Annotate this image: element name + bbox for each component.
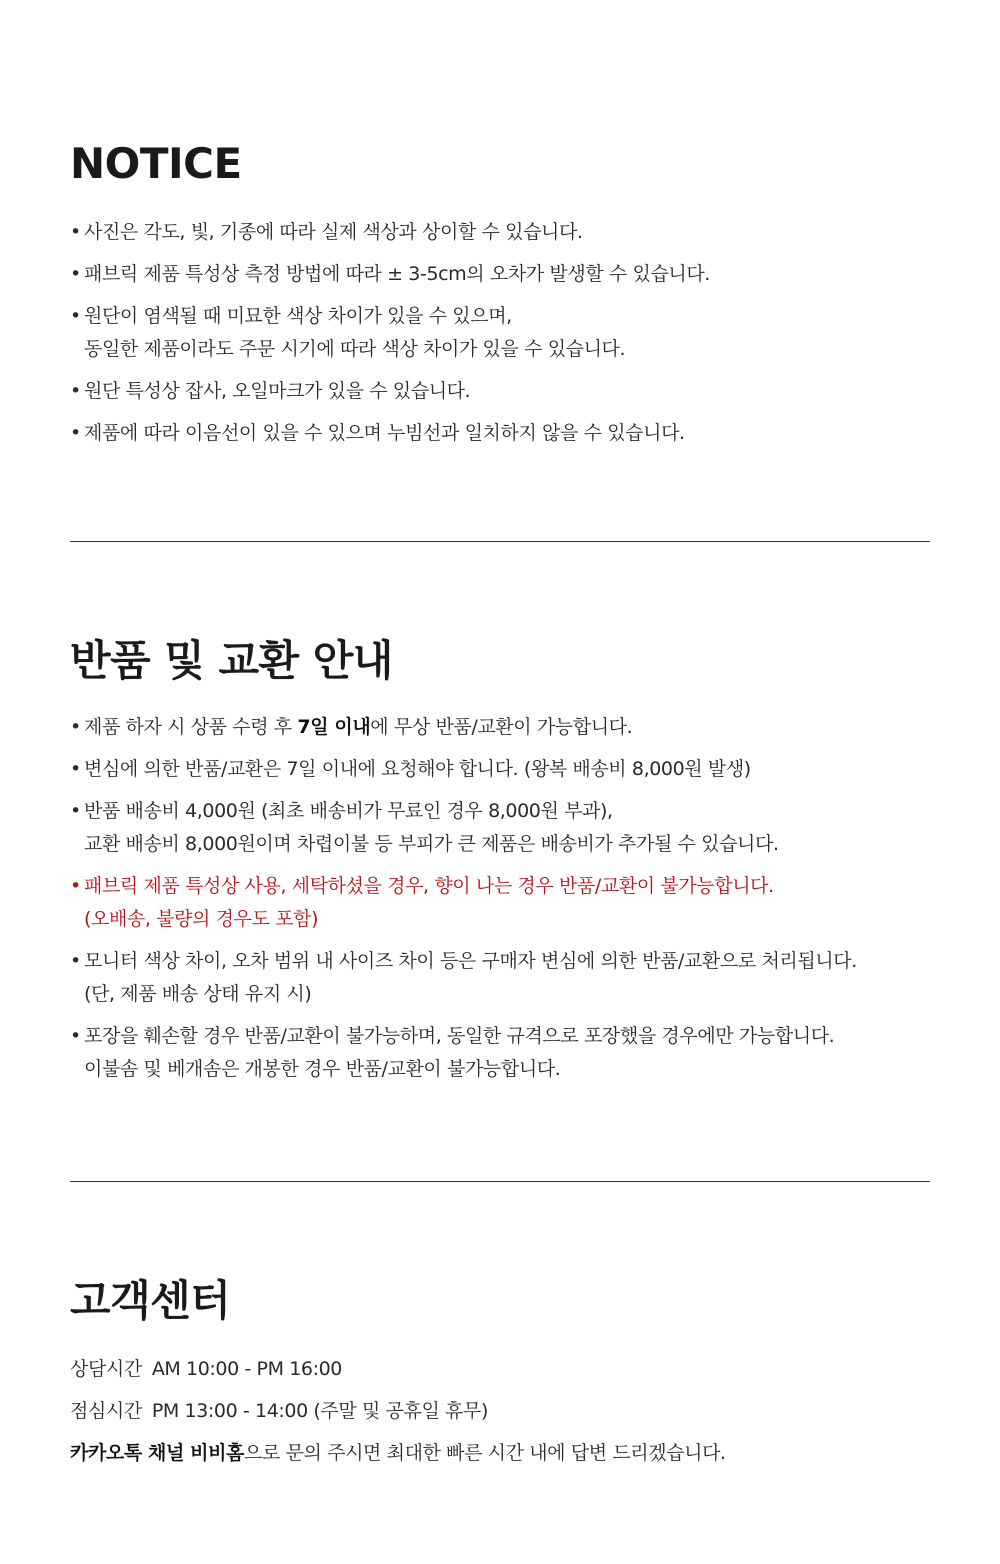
returns-item: • 변심에 의한 반품/교환은 7일 이내에 요청해야 합니다. (왕복 배송비 8,000원 발생) [70, 753, 930, 786]
notice-title: NOTICE [70, 139, 242, 188]
kakao-row [70, 1437, 930, 1470]
returns-list [70, 711, 930, 1086]
returns-item: • 모니터 색상 차이, 오차 범위 내 사이즈 차이 등은 구매자 변심에 의한 반품/교환으로 처리됩니다. (단, 제품 배송 상태 유지 시) [70, 945, 930, 1011]
customer-center-info [70, 1353, 930, 1470]
returns-item: • 포장을 훼손할 경우 반품/교환이 불가능하며, 동일한 규격으로 포장했을 경우에만 가능합니다. 이불솜 및 베개솜은 개봉한 경우 반품/교환이 불가능합니다. [70, 1020, 930, 1086]
returns-item-warning: • 패브릭 제품 특성상 사용, 세탁하셨을 경우, 향이 나는 경우 반품/교환이 불가능합니다. (오배송, 불량의 경우도 포함) [70, 870, 930, 936]
returns-item: • 반품 배송비 4,000원 (최초 배송비가 무료인 경우 8,000원 부과), 교환 배송비 8,000원이며 차렵이불 등 부피가 큰 제품은 배송비가 추가될 수 있습니다. [70, 795, 930, 861]
kakao-channel: 카카오톡 채널 비비홈 [70, 1442, 245, 1464]
returns-item: • 제품 하자 시 상품 수령 후 7일 이내에 무상 반품/교환이 가능합니다. [70, 711, 930, 744]
returns-title: 반품 및 교환 안내 [70, 636, 393, 685]
bullet-icon: • [70, 422, 81, 444]
notice-item: • 사진은 각도, 빛, 기종에 따라 실제 색상과 상이할 수 있습니다. [70, 216, 930, 249]
customer-center-section [70, 1277, 930, 1479]
consult-hours: AM 10:00 - PM 16:00 [151, 1358, 342, 1380]
notice-item: • 제품에 따라 이음선이 있을 수 있으며 누빔선과 일치하지 않을 수 있습니다. [70, 417, 930, 450]
bullet-icon: • [70, 380, 81, 402]
consult-hours-row [70, 1353, 930, 1386]
section-divider [70, 1181, 930, 1182]
notice-item: • 원단 특성상 잡사, 오일마크가 있을 수 있습니다. [70, 375, 930, 408]
consult-label: 상담시간 [70, 1358, 142, 1380]
lunch-label: 점심시간 [70, 1400, 142, 1422]
lunch-hours: PM 13:00 - 14:00 (주말 및 공휴일 휴무) [151, 1400, 488, 1422]
notice-section [70, 140, 930, 459]
bullet-icon: • [70, 305, 81, 327]
bullet-icon: • [70, 800, 81, 822]
bullet-icon: • [70, 758, 81, 780]
section-divider [70, 541, 930, 542]
notice-item: • 원단이 염색될 때 미묘한 색상 차이가 있을 수 있으며, 동일한 제품이라도 주문 시기에 따라 색상 차이가 있을 수 있습니다. [70, 300, 930, 366]
bullet-icon: • [70, 716, 81, 738]
bullet-icon: • [70, 875, 81, 897]
notice-list [70, 216, 930, 450]
customer-center-title: 고객센터 [70, 1276, 231, 1325]
bullet-icon: • [70, 1025, 81, 1047]
kakao-suffix: 으로 문의 주시면 최대한 빠른 시간 내에 답변 드리겠습니다. [244, 1442, 726, 1464]
notice-item: • 패브릭 제품 특성상 측정 방법에 따라 ± 3-5cm의 오차가 발생할 수 있습니다. [70, 258, 930, 291]
bullet-icon: • [70, 950, 81, 972]
bullet-icon: • [70, 221, 81, 243]
highlight-text: 7일 이내 [297, 716, 371, 738]
returns-section [70, 637, 930, 1095]
lunch-hours-row [70, 1395, 930, 1428]
bullet-icon: • [70, 263, 81, 285]
